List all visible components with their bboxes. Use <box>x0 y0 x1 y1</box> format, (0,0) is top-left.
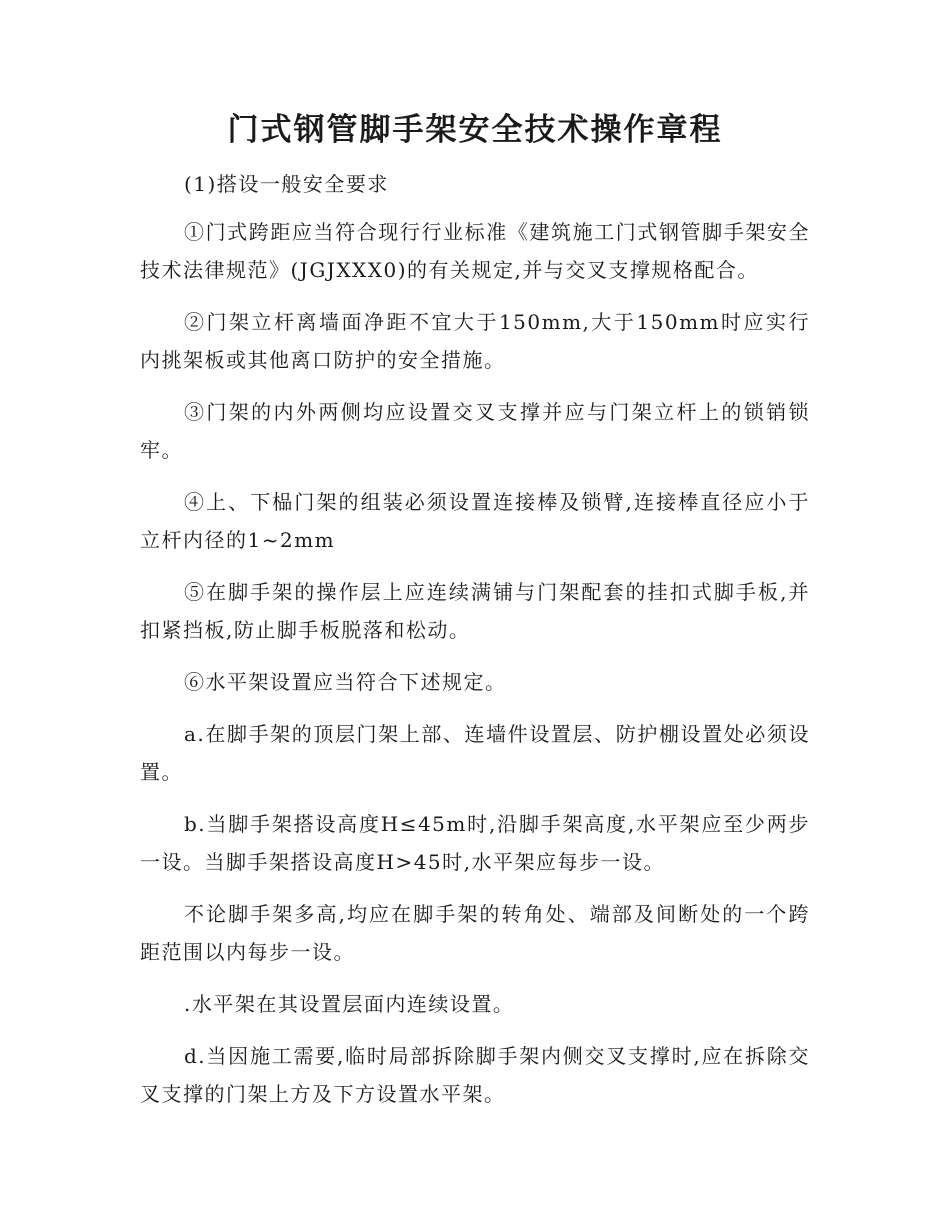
paragraph-sub-d: d.当因施工需要,临时局部拆除脚手架内侧交叉支撑时,应在拆除交叉支撑的门架上方及下方设置水平架。 <box>140 1044 810 1106</box>
paragraph-item-2: ②门架立杆离墙面净距不宜大于150mm,大于150mm时应实行内挑架板或其他离口防护的安全措施。 <box>140 310 810 372</box>
document-title: 门式钢管脚手架安全技术操作章程 <box>227 112 723 148</box>
paragraph-item-1: ①门式跨距应当符合现行行业标准《建筑施工门式钢管脚手架安全技术法律规范》(JGJXXX0)的有关规定,并与交叉支撑规格配合。 <box>140 220 810 282</box>
paragraph-sub-b: b.当脚手架搭设高度H≤45m时,沿脚手架高度,水平架应至少两步一设。当脚手架搭设高度H>45时,水平架应每步一设。 <box>140 812 810 874</box>
paragraph-item-3: ③门架的内外两侧均应设置交叉支撑并应与门架立杆上的锁销锁牢。 <box>140 400 810 462</box>
paragraph-sub-c: .水平架在其设置层面内连续设置。 <box>184 992 515 1016</box>
document-body <box>140 165 810 1127</box>
paragraph-item-4: ④上、下榀门架的组装必须设置连接棒及锁臂,连接棒直径应小于立杆内径的1~2mm <box>140 490 810 552</box>
paragraph-item-6: ⑥水平架设置应当符合下述规定。 <box>184 670 507 694</box>
paragraph-sub-a: a.在脚手架的顶层门架上部、连墙件设置层、防护棚设置处必须设置。 <box>140 722 810 784</box>
paragraph-item-5: ⑤在脚手架的操作层上应连续满铺与门架配套的挂扣式脚手板,并扣紧挡板,防止脚手板脱落和松动。 <box>140 580 810 642</box>
paragraph-note: 不论脚手架多高,均应在脚手架的转角处、端部及间断处的一个跨距范围以内每步一设。 <box>140 902 810 964</box>
section-heading: (1)搭设一般安全要求 <box>184 172 389 196</box>
